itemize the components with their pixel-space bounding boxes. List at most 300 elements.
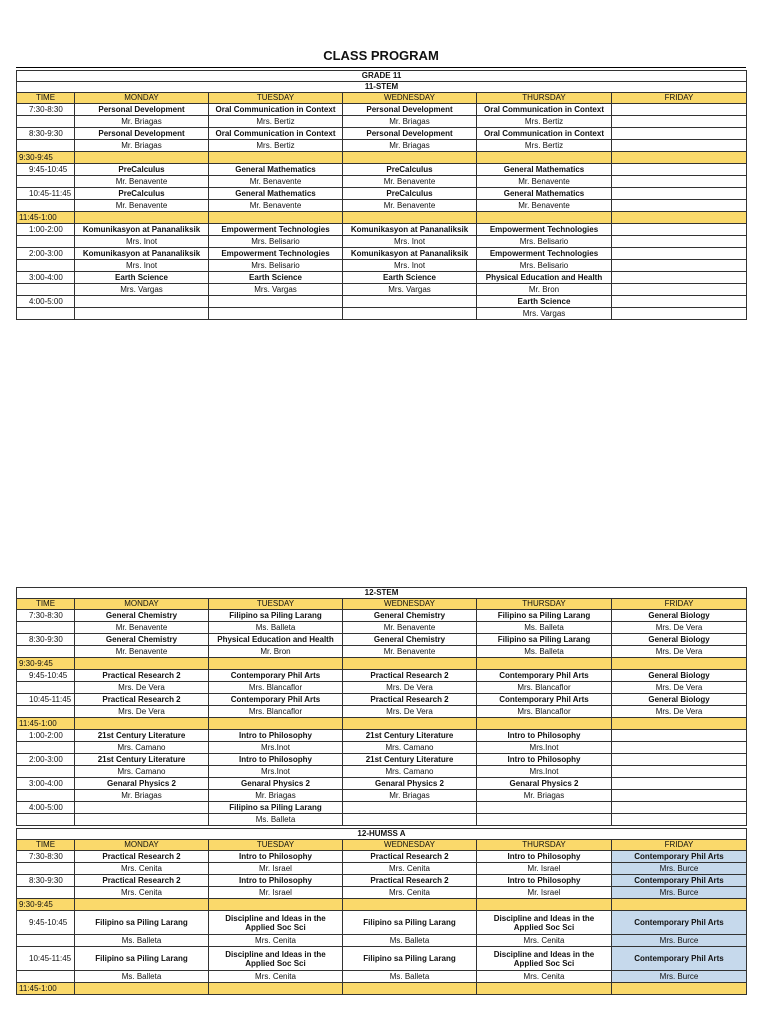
teacher-cell: Mrs. Cenita <box>343 863 477 875</box>
teacher-cell: Mrs. Cenita <box>477 935 612 947</box>
table-row <box>17 875 747 887</box>
break-row <box>17 899 747 911</box>
time-cell: 8:30-9:30 <box>17 128 75 140</box>
subject-cell: Filipino sa Piling Larang <box>343 947 477 971</box>
time-cell <box>17 887 75 899</box>
teacher-cell <box>612 140 747 152</box>
subject-cell <box>75 802 209 814</box>
time-cell <box>17 742 75 754</box>
teacher-cell: Mr. Benavente <box>477 176 612 188</box>
subject-cell: Practical Research 2 <box>75 851 209 863</box>
table-row <box>17 224 747 236</box>
teacher-cell <box>612 260 747 272</box>
teacher-cell: Mr. Benavente <box>343 646 477 658</box>
subject-cell: Genaral Physics 2 <box>477 778 612 790</box>
section-heading: 12-HUMSS A <box>17 829 747 840</box>
break-cell <box>343 899 477 911</box>
time-cell <box>17 863 75 875</box>
teacher-cell <box>612 200 747 212</box>
break-cell <box>209 983 343 995</box>
subject-cell <box>612 754 747 766</box>
time-cell <box>17 935 75 947</box>
subject-cell <box>612 224 747 236</box>
time-cell: 4:00-5:00 <box>17 296 75 308</box>
teacher-cell: Mr. Israel <box>477 863 612 875</box>
teacher-cell: Mr. Benavente <box>75 200 209 212</box>
subject-cell <box>209 296 343 308</box>
teacher-cell: Ms. Balleta <box>209 814 343 826</box>
teacher-cell: Mrs. Camano <box>343 742 477 754</box>
time-cell <box>17 814 75 826</box>
time-cell <box>17 308 75 320</box>
teacher-cell <box>612 742 747 754</box>
teacher-cell: Mrs. Belisario <box>209 260 343 272</box>
time-cell: 7:30-8:30 <box>17 610 75 622</box>
table-row <box>17 947 747 971</box>
subject-cell <box>612 248 747 260</box>
teacher-cell <box>612 308 747 320</box>
subject-cell <box>612 188 747 200</box>
subject-cell <box>343 296 477 308</box>
teacher-cell: Mrs. Cenita <box>477 971 612 983</box>
subject-cell: PreCalculus <box>343 164 477 176</box>
subject-cell: General Chemistry <box>343 610 477 622</box>
subject-cell: Filipino sa Piling Larang <box>477 610 612 622</box>
column-header-monday: MONDAY <box>75 93 209 104</box>
teacher-cell: Mr. Benavente <box>75 622 209 634</box>
subject-cell: Intro to Philosophy <box>209 851 343 863</box>
table-row <box>17 622 747 634</box>
subject-cell: Filipino sa Piling Larang <box>209 802 343 814</box>
table-row <box>17 694 747 706</box>
subject-cell: Intro to Philosophy <box>477 754 612 766</box>
teacher-cell <box>612 176 747 188</box>
subject-cell: Discipline and Ideas in the Applied Soc Sci <box>209 947 343 971</box>
break-cell <box>612 658 747 670</box>
subject-cell: 21st Century Literature <box>75 730 209 742</box>
break-cell <box>477 983 612 995</box>
subject-cell: General Chemistry <box>75 610 209 622</box>
break-cell <box>343 983 477 995</box>
column-header-wednesday: WEDNESDAY <box>343 599 477 610</box>
teacher-cell: Mrs. Cenita <box>75 863 209 875</box>
subject-cell: PreCalculus <box>75 164 209 176</box>
subject-cell: Practical Research 2 <box>343 851 477 863</box>
table-row <box>17 128 747 140</box>
subject-cell: Physical Education and Health <box>209 634 343 646</box>
subject-cell: 21st Century Literature <box>75 754 209 766</box>
subject-cell <box>612 164 747 176</box>
subject-cell: Personal Development <box>343 128 477 140</box>
teacher-cell: Ms. Balleta <box>343 935 477 947</box>
column-header-friday: FRIDAY <box>612 599 747 610</box>
teacher-cell: Mr. Briagas <box>209 790 343 802</box>
subject-cell <box>75 296 209 308</box>
table-row <box>17 911 747 935</box>
teacher-cell: Ms. Balleta <box>75 935 209 947</box>
teacher-cell: Mrs. Burce <box>612 887 747 899</box>
teacher-cell: Mrs. Belisario <box>209 236 343 248</box>
teacher-cell: Mr. Benavente <box>75 646 209 658</box>
teacher-cell: Mr. Benavente <box>209 176 343 188</box>
column-header-thursday: THURSDAY <box>477 840 612 851</box>
subject-cell: General Mathematics <box>477 164 612 176</box>
table-row <box>17 610 747 622</box>
teacher-cell <box>612 790 747 802</box>
column-header-thursday: THURSDAY <box>477 599 612 610</box>
subject-cell: Empowerment Technologies <box>209 248 343 260</box>
time-cell: 11:45-1:00 <box>17 983 75 995</box>
subject-cell <box>612 730 747 742</box>
column-header-monday: MONDAY <box>75 840 209 851</box>
teacher-cell: Mrs.Inot <box>477 742 612 754</box>
time-cell <box>17 260 75 272</box>
time-cell: 9:45-10:45 <box>17 670 75 682</box>
table-row <box>17 682 747 694</box>
teacher-cell: Mr. Israel <box>209 887 343 899</box>
subject-cell: Practical Research 2 <box>343 694 477 706</box>
subject-cell: Filipino sa Piling Larang <box>209 610 343 622</box>
teacher-cell: Mrs.Inot <box>477 766 612 778</box>
column-header-monday: MONDAY <box>75 599 209 610</box>
time-cell: 4:00-5:00 <box>17 802 75 814</box>
teacher-cell: Mrs. Blancaflor <box>209 706 343 718</box>
subject-cell: Contemporary Phil Arts <box>612 947 747 971</box>
subject-cell: Practical Research 2 <box>75 694 209 706</box>
teacher-cell: Mrs. Bertiz <box>477 116 612 128</box>
teacher-cell: Mrs.Inot <box>209 742 343 754</box>
teacher-cell: Mrs. Vargas <box>75 284 209 296</box>
teacher-cell <box>612 236 747 248</box>
table-row <box>17 176 747 188</box>
subject-cell: 21st Century Literature <box>343 754 477 766</box>
teacher-cell: Mrs. Inot <box>343 260 477 272</box>
subject-cell: Genaral Physics 2 <box>343 778 477 790</box>
teacher-cell <box>209 308 343 320</box>
teacher-cell: Mrs. Vargas <box>209 284 343 296</box>
teacher-cell: Mr. Benavente <box>477 200 612 212</box>
teacher-cell: Mrs. Burce <box>612 971 747 983</box>
teacher-cell: Mrs. Inot <box>75 260 209 272</box>
break-cell <box>75 152 209 164</box>
time-cell: 3:00-4:00 <box>17 778 75 790</box>
teacher-cell: Ms. Balleta <box>343 971 477 983</box>
teacher-cell: Mrs. De Vera <box>75 682 209 694</box>
subject-cell: Earth Science <box>75 272 209 284</box>
subject-cell: Intro to Philosophy <box>209 754 343 766</box>
time-cell: 1:00-2:00 <box>17 224 75 236</box>
teacher-cell: Mr. Briagas <box>75 140 209 152</box>
subject-cell: Intro to Philosophy <box>477 730 612 742</box>
column-header-tuesday: TUESDAY <box>209 840 343 851</box>
subject-cell: Earth Science <box>477 296 612 308</box>
table-row <box>17 730 747 742</box>
subject-cell: PreCalculus <box>343 188 477 200</box>
teacher-cell: Mrs. Inot <box>343 236 477 248</box>
break-cell <box>75 899 209 911</box>
subject-cell: General Biology <box>612 670 747 682</box>
subject-cell: General Mathematics <box>209 164 343 176</box>
subject-cell: PreCalculus <box>75 188 209 200</box>
teacher-cell: Mrs. Burce <box>612 935 747 947</box>
teacher-cell <box>343 814 477 826</box>
subject-cell: Contemporary Phil Arts <box>477 670 612 682</box>
schedule-table-12-stem <box>16 587 747 826</box>
time-cell: 9:45-10:45 <box>17 911 75 935</box>
table-row <box>17 116 747 128</box>
column-header-time: TIME <box>17 93 75 104</box>
subject-cell: General Chemistry <box>75 634 209 646</box>
table-row <box>17 971 747 983</box>
break-cell <box>612 983 747 995</box>
subject-cell: General Biology <box>612 634 747 646</box>
table-row <box>17 272 747 284</box>
break-cell <box>477 212 612 224</box>
teacher-cell: Mrs. Blancaflor <box>477 682 612 694</box>
teacher-cell: Mr. Briagas <box>75 790 209 802</box>
subject-cell: Intro to Philosophy <box>209 875 343 887</box>
time-cell: 8:30-9:30 <box>17 875 75 887</box>
teacher-cell: Mr. Bron <box>477 284 612 296</box>
section-heading: 12-STEM <box>17 588 747 599</box>
table-row <box>17 802 747 814</box>
time-cell: 10:45-11:45 <box>17 947 75 971</box>
table-row <box>17 646 747 658</box>
time-cell <box>17 116 75 128</box>
teacher-cell: Mr. Benavente <box>209 200 343 212</box>
teacher-cell: Ms. Balleta <box>209 622 343 634</box>
break-cell <box>612 152 747 164</box>
subject-cell: Filipino sa Piling Larang <box>477 634 612 646</box>
table-row <box>17 814 747 826</box>
subject-cell: Oral Communication in Context <box>477 104 612 116</box>
teacher-cell <box>343 308 477 320</box>
subject-cell: Contemporary Phil Arts <box>612 875 747 887</box>
break-cell <box>343 658 477 670</box>
teacher-cell <box>75 308 209 320</box>
break-cell <box>612 718 747 730</box>
break-cell <box>209 899 343 911</box>
subject-cell: Discipline and Ideas in the Applied Soc Sci <box>477 947 612 971</box>
break-row <box>17 718 747 730</box>
break-cell <box>477 658 612 670</box>
time-cell <box>17 236 75 248</box>
title-rule <box>16 67 746 68</box>
break-cell <box>343 152 477 164</box>
subject-cell: Empowerment Technologies <box>477 224 612 236</box>
time-cell <box>17 682 75 694</box>
time-cell: 3:00-4:00 <box>17 272 75 284</box>
subject-cell: General Mathematics <box>477 188 612 200</box>
break-cell <box>477 899 612 911</box>
teacher-cell: Mr. Israel <box>477 887 612 899</box>
table-row <box>17 706 747 718</box>
time-cell: 7:30-8:30 <box>17 104 75 116</box>
subject-cell: Practical Research 2 <box>75 875 209 887</box>
subject-cell: Filipino sa Piling Larang <box>343 911 477 935</box>
teacher-cell: Mrs. De Vera <box>343 706 477 718</box>
break-cell <box>209 152 343 164</box>
table-row <box>17 863 747 875</box>
break-cell <box>209 658 343 670</box>
time-cell <box>17 790 75 802</box>
column-header-tuesday: TUESDAY <box>209 93 343 104</box>
column-header-time: TIME <box>17 599 75 610</box>
subject-cell: Komunikasyon at Pananaliksik <box>343 248 477 260</box>
teacher-cell: Mrs. Bertiz <box>477 140 612 152</box>
section-heading: 11-STEM <box>17 82 747 93</box>
subject-cell: Genaral Physics 2 <box>75 778 209 790</box>
break-row <box>17 658 747 670</box>
break-cell <box>209 718 343 730</box>
break-cell <box>477 152 612 164</box>
column-header-time: TIME <box>17 840 75 851</box>
break-cell <box>75 718 209 730</box>
subject-cell <box>612 104 747 116</box>
subject-cell: Filipino sa Piling Larang <box>75 947 209 971</box>
teacher-cell: Mr. Briagas <box>477 790 612 802</box>
table-row <box>17 248 747 260</box>
subject-cell: Genaral Physics 2 <box>209 778 343 790</box>
column-header-friday: FRIDAY <box>612 93 747 104</box>
time-cell <box>17 766 75 778</box>
subject-cell: Practical Research 2 <box>75 670 209 682</box>
subject-cell <box>612 128 747 140</box>
table-row <box>17 296 747 308</box>
subject-cell: Discipline and Ideas in the Applied Soc Sci <box>209 911 343 935</box>
teacher-cell <box>75 814 209 826</box>
time-cell <box>17 284 75 296</box>
subject-cell: Intro to Philosophy <box>477 875 612 887</box>
teacher-cell: Mr. Benavente <box>343 200 477 212</box>
teacher-cell: Mrs. Camano <box>75 766 209 778</box>
time-cell: 7:30-8:30 <box>17 851 75 863</box>
schedule-table-12-humss-a <box>16 828 747 995</box>
teacher-cell <box>477 814 612 826</box>
subject-cell <box>612 778 747 790</box>
table-row <box>17 766 747 778</box>
subject-cell: Contemporary Phil Arts <box>477 694 612 706</box>
teacher-cell: Mr. Briagas <box>343 790 477 802</box>
column-header-wednesday: WEDNESDAY <box>343 93 477 104</box>
subject-cell: Contemporary Phil Arts <box>209 694 343 706</box>
time-cell <box>17 971 75 983</box>
column-header-wednesday: WEDNESDAY <box>343 840 477 851</box>
table-row <box>17 260 747 272</box>
subject-cell: Komunikasyon at Pananaliksik <box>75 224 209 236</box>
teacher-cell: Mr. Briagas <box>75 116 209 128</box>
time-cell: 2:00-3:00 <box>17 248 75 260</box>
teacher-cell: Mrs. Inot <box>75 236 209 248</box>
time-cell <box>17 706 75 718</box>
subject-cell: Komunikasyon at Pananaliksik <box>75 248 209 260</box>
time-cell <box>17 200 75 212</box>
table-row <box>17 790 747 802</box>
time-cell <box>17 176 75 188</box>
time-cell: 9:30-9:45 <box>17 152 75 164</box>
teacher-cell <box>612 814 747 826</box>
teacher-cell: Ms. Balleta <box>75 971 209 983</box>
table-row <box>17 935 747 947</box>
break-cell <box>343 718 477 730</box>
column-header-thursday: THURSDAY <box>477 93 612 104</box>
teacher-cell: Mr. Benavente <box>75 176 209 188</box>
subject-cell: General Mathematics <box>209 188 343 200</box>
teacher-cell: Mr. Bron <box>209 646 343 658</box>
table-row <box>17 670 747 682</box>
teacher-cell: Mr. Briagas <box>343 116 477 128</box>
break-cell <box>612 899 747 911</box>
break-cell <box>343 212 477 224</box>
table-row <box>17 236 747 248</box>
subject-cell: Empowerment Technologies <box>209 224 343 236</box>
break-row <box>17 152 747 164</box>
teacher-cell: Mrs. De Vera <box>612 646 747 658</box>
teacher-cell: Mrs. Cenita <box>75 887 209 899</box>
teacher-cell <box>612 766 747 778</box>
subject-cell <box>612 272 747 284</box>
table-row <box>17 851 747 863</box>
table-row <box>17 284 747 296</box>
subject-cell: Contemporary Phil Arts <box>612 851 747 863</box>
subject-cell: Physical Education and Health <box>477 272 612 284</box>
teacher-cell: Mr. Benavente <box>343 176 477 188</box>
break-cell <box>209 212 343 224</box>
teacher-cell: Mrs. Blancaflor <box>477 706 612 718</box>
time-cell <box>17 622 75 634</box>
subject-cell: Oral Communication in Context <box>209 104 343 116</box>
time-cell <box>17 140 75 152</box>
time-cell: 11:45-1:00 <box>17 212 75 224</box>
break-row <box>17 212 747 224</box>
teacher-cell: Mrs.Inot <box>209 766 343 778</box>
time-cell: 9:30-9:45 <box>17 658 75 670</box>
time-cell: 11:45-1:00 <box>17 718 75 730</box>
subject-cell: Practical Research 2 <box>343 670 477 682</box>
break-cell <box>612 212 747 224</box>
subject-cell: Komunikasyon at Pananaliksik <box>343 224 477 236</box>
teacher-cell: Mrs. Cenita <box>209 971 343 983</box>
table-row <box>17 188 747 200</box>
break-row <box>17 983 747 995</box>
subject-cell: Earth Science <box>343 272 477 284</box>
teacher-cell: Mrs. De Vera <box>343 682 477 694</box>
table-row <box>17 634 747 646</box>
subject-cell: General Biology <box>612 610 747 622</box>
break-cell <box>75 658 209 670</box>
subject-cell: Intro to Philosophy <box>209 730 343 742</box>
teacher-cell: Mrs. De Vera <box>612 622 747 634</box>
teacher-cell: Mrs. De Vera <box>612 682 747 694</box>
subject-cell: Filipino sa Piling Larang <box>75 911 209 935</box>
teacher-cell: Mr. Briagas <box>343 140 477 152</box>
subject-cell: Contemporary Phil Arts <box>209 670 343 682</box>
teacher-cell: Ms. Balleta <box>477 646 612 658</box>
subject-cell: Personal Development <box>75 104 209 116</box>
subject-cell: 21st Century Literature <box>343 730 477 742</box>
teacher-cell: Mrs. Vargas <box>477 308 612 320</box>
teacher-cell: Mrs. Cenita <box>343 887 477 899</box>
teacher-cell: Mr. Benavente <box>343 622 477 634</box>
teacher-cell: Mrs. Burce <box>612 863 747 875</box>
teacher-cell: Mrs. De Vera <box>612 706 747 718</box>
teacher-cell: Mrs. Camano <box>75 742 209 754</box>
column-header-friday: FRIDAY <box>612 840 747 851</box>
table-row <box>17 308 747 320</box>
column-header-tuesday: TUESDAY <box>209 599 343 610</box>
subject-cell: Practical Research 2 <box>343 875 477 887</box>
teacher-cell: Mrs. Cenita <box>209 935 343 947</box>
